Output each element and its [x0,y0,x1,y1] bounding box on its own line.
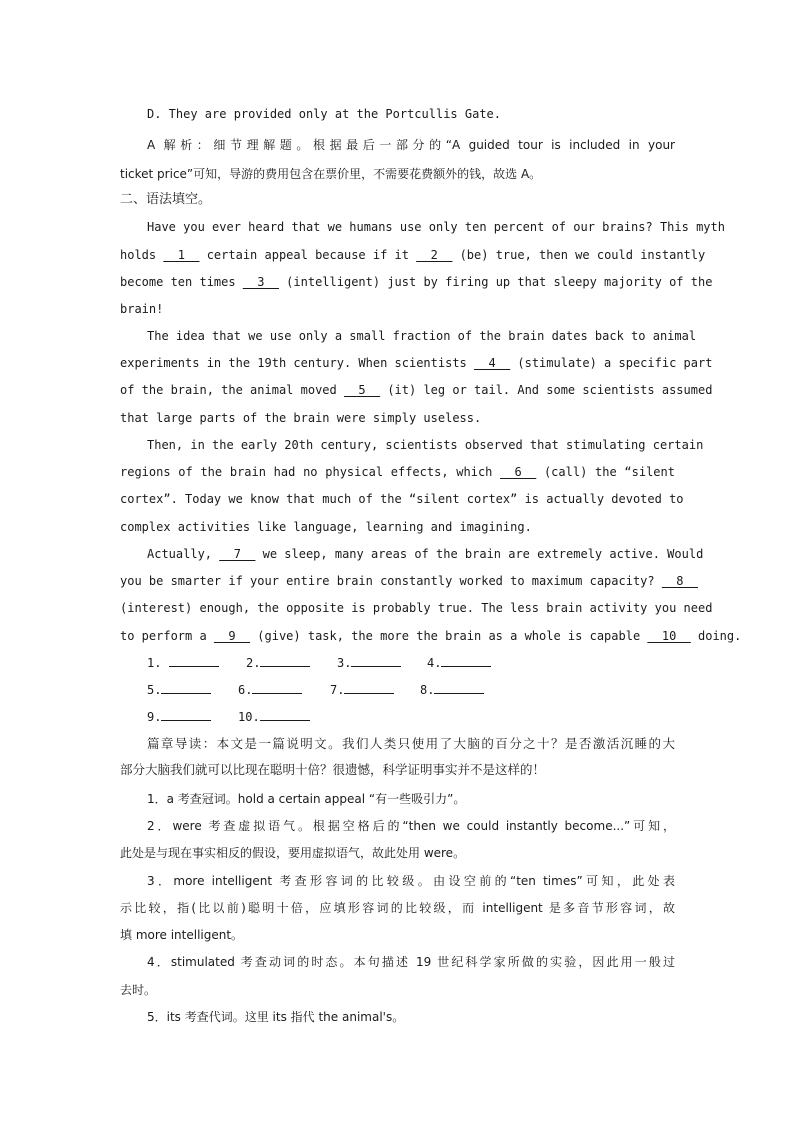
text: (it) leg or tail. And some scientists assumed [380,383,713,397]
blank-8: __8__ [661,574,698,588]
answer-a-line1: A 解析：细节理解题。根据最后一部分的“A guided tour is included in your [147,138,675,152]
explanation-5: 5．its 考查代词。这里 its 指代 the animal's。 [147,1010,405,1024]
p3-line3: cortex”. Today we know that much of the “silent cortex” is actually devoted to [120,492,684,506]
text: (stimulate) a specific part [510,356,713,370]
explanation-2-line2: 此处是与现在事实相反的假设，要用虚拟语气，故此处用 were。 [120,846,466,860]
text: holds [120,248,164,262]
blank-9: __9__ [213,629,251,643]
answer-blank-label: 4. [427,656,442,670]
blank-4: __4__ [474,356,511,370]
option-d: D. They are provided only at the Portcullis Gate. [147,107,502,121]
answer-blank-line[interactable] [441,655,491,667]
answer-blank-label: 2. [246,656,261,670]
p3-line2 [120,464,675,480]
text: experiments in the 19th century. When scientists [120,356,475,370]
text: (call) the “silent [536,465,675,479]
text: you be smarter if your entire brain constantly worked to maximum capacity? [120,574,662,588]
answer-blank-label: 1. [147,656,162,670]
text: doing. [690,629,742,643]
answer-blank-line[interactable] [161,709,211,721]
answer-blank-line[interactable] [252,682,302,694]
p1-line1: Have you ever heard that we humans use only ten percent of our brains? This myth [147,220,725,234]
answer-blank-label: 10. [238,710,260,724]
answer-blank-line[interactable] [169,655,219,667]
text: certain appeal because if it [199,248,417,262]
answer-a-line2: ticket price”可知，导游的费用包含在票价里，不需要花费额外的钱，故选 A。 [120,167,542,181]
text: (intelligent) just by firing up that sleepy majority of the [278,275,713,289]
text: become ten times [120,275,243,289]
answer-blank-row-3 [238,709,793,725]
p4-line2 [120,573,698,589]
explanation-2-line1: 2．were 考查虚拟语气。根据空格后的“then we could instantly become...”可知， [147,819,675,833]
answer-blank-line[interactable] [260,655,310,667]
answer-blank-label: 9. [147,710,162,724]
blank-10: __10__ [647,629,691,643]
explanation-3-line1: 3．more intelligent 考查形容词的比较级。由设空前的“ten times”可知，此处表 [147,874,675,888]
p4-line3: (interest) enough, the opposite is probably true. The less brain activity you need [120,601,713,615]
explanation-4-line2: 去时。 [120,983,157,997]
p1-line3 [120,274,713,290]
explanation-1: 1．a 考查冠词。hold a certain appeal “有一些吸引力”。 [147,792,466,806]
p3-line1: Then, in the early 20th century, scientists observed that stimulating certain [147,438,704,452]
answer-blank-line[interactable] [344,682,394,694]
p2-line1: The idea that we use only a small fraction of the brain dates back to animal [147,329,697,343]
answer-blank-line[interactable] [434,682,484,694]
answer-blank-row-2 [420,682,794,698]
explanation-3-line2: 示比较，指(比以前)聪明十倍，应填形容词的比较级，而 intelligent 是多音节形容词，故 [120,901,675,915]
blank-5: __5__ [343,383,381,397]
text: (give) task, the more the brain as a whole is capable [250,629,648,643]
answer-blank-label: 6. [238,683,253,697]
answer-blank-line[interactable] [260,709,310,721]
p4-line4 [120,628,742,644]
p3-line4: complex activities like language, learning and imagining. [120,520,532,534]
answer-blank-label: 5. [147,683,162,697]
blank-1: __1__ [163,248,200,262]
p2-line4: that large parts of the brain were simply useless. [120,411,482,425]
blank-7: __7__ [219,547,256,561]
answer-blank-line[interactable] [161,682,211,694]
text: of the brain, the animal moved [120,383,344,397]
section-title: 二、语法填空。 [120,192,212,207]
answer-blank-label: 3. [337,656,352,670]
p2-line3 [120,382,713,398]
answer-blank-label: 8. [420,683,435,697]
text: Actually, [147,547,220,561]
blank-3: __3__ [242,275,279,289]
p2-line2 [120,355,713,371]
p1-line4: brain! [120,302,164,316]
text: regions of the brain had no physical effects, which [120,465,501,479]
text: to perform a [120,629,214,643]
text: we sleep, many areas of the brain are extremely active. Would [255,547,704,561]
blank-2: __2__ [416,248,453,262]
explanation-3-line3: 填 more intelligent。 [120,928,244,942]
p4-line1 [147,546,704,562]
blank-6: __6__ [500,465,537,479]
answer-blank-label: 7. [330,683,345,697]
guide-line1: 篇章导读：本文是一篇说明文。我们人类只使用了大脑的百分之十？是否激活沉睡的大 [147,736,675,751]
answer-blank-line[interactable] [351,655,401,667]
answer-blank-row-1 [427,655,794,671]
explanation-4-line1: 4．stimulated 考查动词的时态。本句描述 19 世纪科学家所做的实验，因此用一般过 [147,955,675,969]
guide-line2: 部分大脑我们就可以比现在聪明十倍？很遗憾，科学证明事实并不是这样的！ [120,762,546,777]
p1-line2 [120,247,706,263]
text: (be) true, then we could instantly [452,248,706,262]
